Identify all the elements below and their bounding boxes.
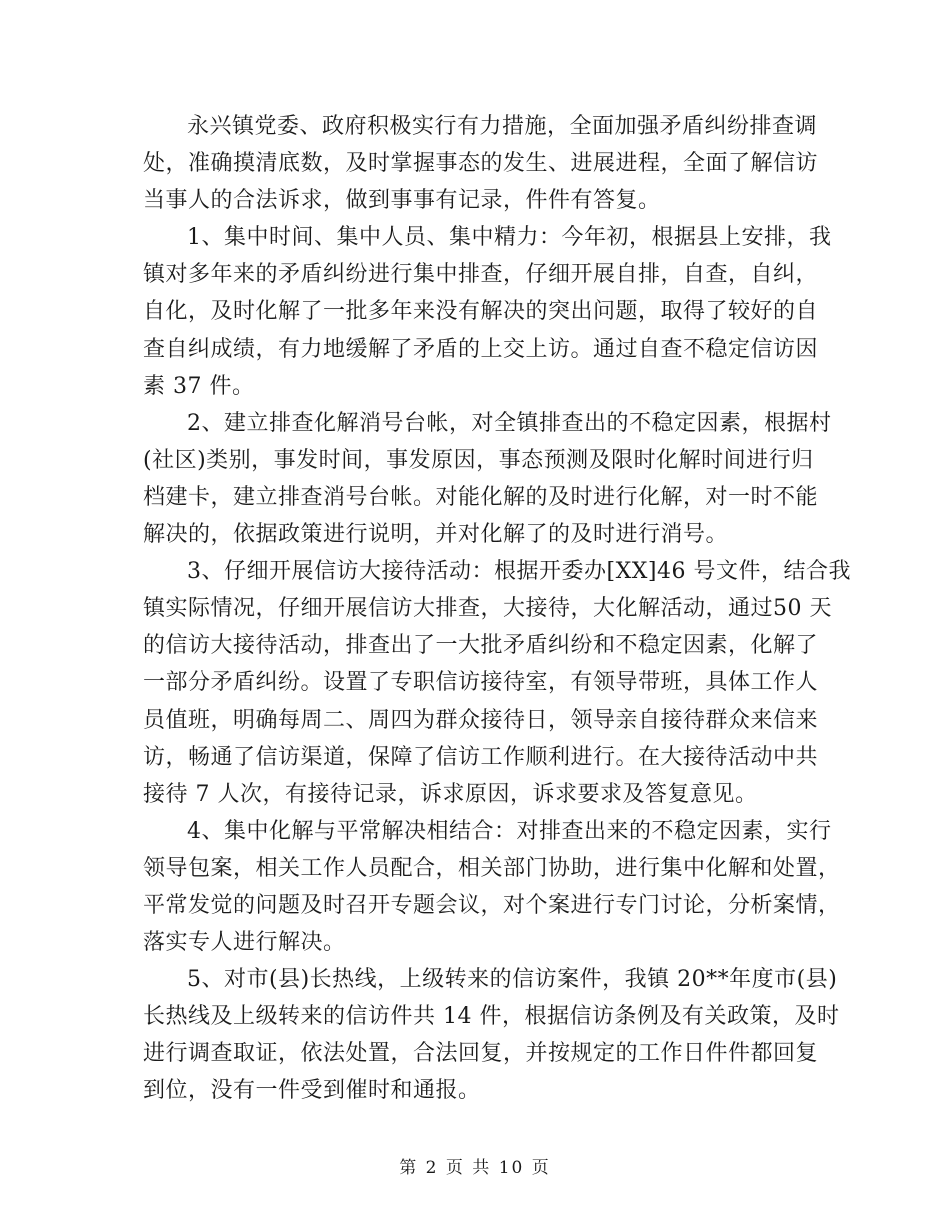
text-line: 2、建立排查化解消号台帐，对全镇排查出的不稳定因素，根据村: [187, 410, 832, 436]
text-line: 当事人的合法诉求，做到事事有记录，件件有答复。: [143, 188, 661, 214]
document-body: [143, 108, 851, 1110]
paragraph: [143, 219, 832, 404]
text-line: 镇实际情况，仔细开展信访大排查，大接待，大化解活动，通过50 天: [143, 596, 832, 622]
paragraph: [143, 961, 840, 1109]
text-line: 落实专人进行解决。: [143, 930, 346, 956]
text-line: 进行调查取证，依法处置，合法回复，并按规定的工作日件件都回复: [143, 1041, 819, 1067]
text-line: 访，畅通了信访渠道，保障了信访工作顺利进行。在大接待活动中共: [143, 744, 819, 770]
text-line: 自化，及时化解了一批多年来没有解决的突出问题，取得了较好的自: [143, 299, 819, 325]
text-line: 档建卡，建立排查消号台帐。对能化解的及时进行化解，对一时不能: [143, 484, 819, 510]
text-line: 5、对市(县)长热线，上级转来的信访案件，我镇 20**年度市(县): [187, 967, 838, 993]
text-line: 解决的，依据政策进行说明，并对化解了的及时进行消号。: [143, 522, 729, 548]
page-footer: 第 2 页 共 10 页: [399, 1158, 551, 1178]
text-line: 素 37 件。: [143, 373, 255, 399]
text-line: (社区)类别，事发时间，事发原因，事态预测及限时化解时间进行归: [143, 447, 814, 473]
text-line: 接待 7 人次，有接待记录，诉求原因，诉求要求及答复意见。: [143, 781, 758, 807]
paragraph: [143, 553, 851, 813]
text-line: 查自纠成绩，有力地缓解了矛盾的上交上访。通过自查不稳定信访因: [143, 336, 819, 362]
paragraph: [143, 108, 819, 219]
text-line: 3、仔细开展信访大接待活动：根据开委办[XX]46 号文件，结合我: [187, 559, 851, 585]
text-line: 处，准确摸清底数，及时掌握事态的发生、进展进程，全面了解信访: [143, 151, 819, 177]
text-line: 到位，没有一件受到催时和通报。: [143, 1078, 481, 1104]
text-line: 平常发觉的问题及时召开专题会议，对个案进行专门讨论，分析案情，: [143, 892, 841, 918]
paragraph: [143, 405, 832, 553]
text-line: 一部分矛盾纠纷。设置了专职信访接待室，有领导带班，具体工作人: [143, 670, 819, 696]
text-line: 永兴镇党委、政府积极实行有力措施，全面加强矛盾纠纷排查调: [187, 114, 818, 139]
text-line: 镇对多年来的矛盾纠纷进行集中排查，仔细开展自排，自查，自纠，: [143, 262, 819, 288]
text-line: 的信访大接待活动，排查出了一大批矛盾纠纷和不稳定因素，化解了: [143, 633, 819, 659]
text-line: 员值班，明确每周二、周四为群众接待日，领导亲自接待群众来信来: [143, 707, 819, 733]
text-line: 4、集中化解与平常解决相结合：对排查出来的不稳定因素，实行: [187, 818, 832, 844]
text-line: 长热线及上级转来的信访件共 14 件，根据信访条例及有关政策，及时: [143, 1004, 840, 1030]
paragraph: [143, 813, 841, 961]
text-line: 领导包案，相关工作人员配合，相关部门协助，进行集中化解和处置，: [143, 855, 841, 881]
text-line: 1、集中时间、集中人员、集中精力：今年初，根据县上安排，我: [187, 225, 832, 251]
